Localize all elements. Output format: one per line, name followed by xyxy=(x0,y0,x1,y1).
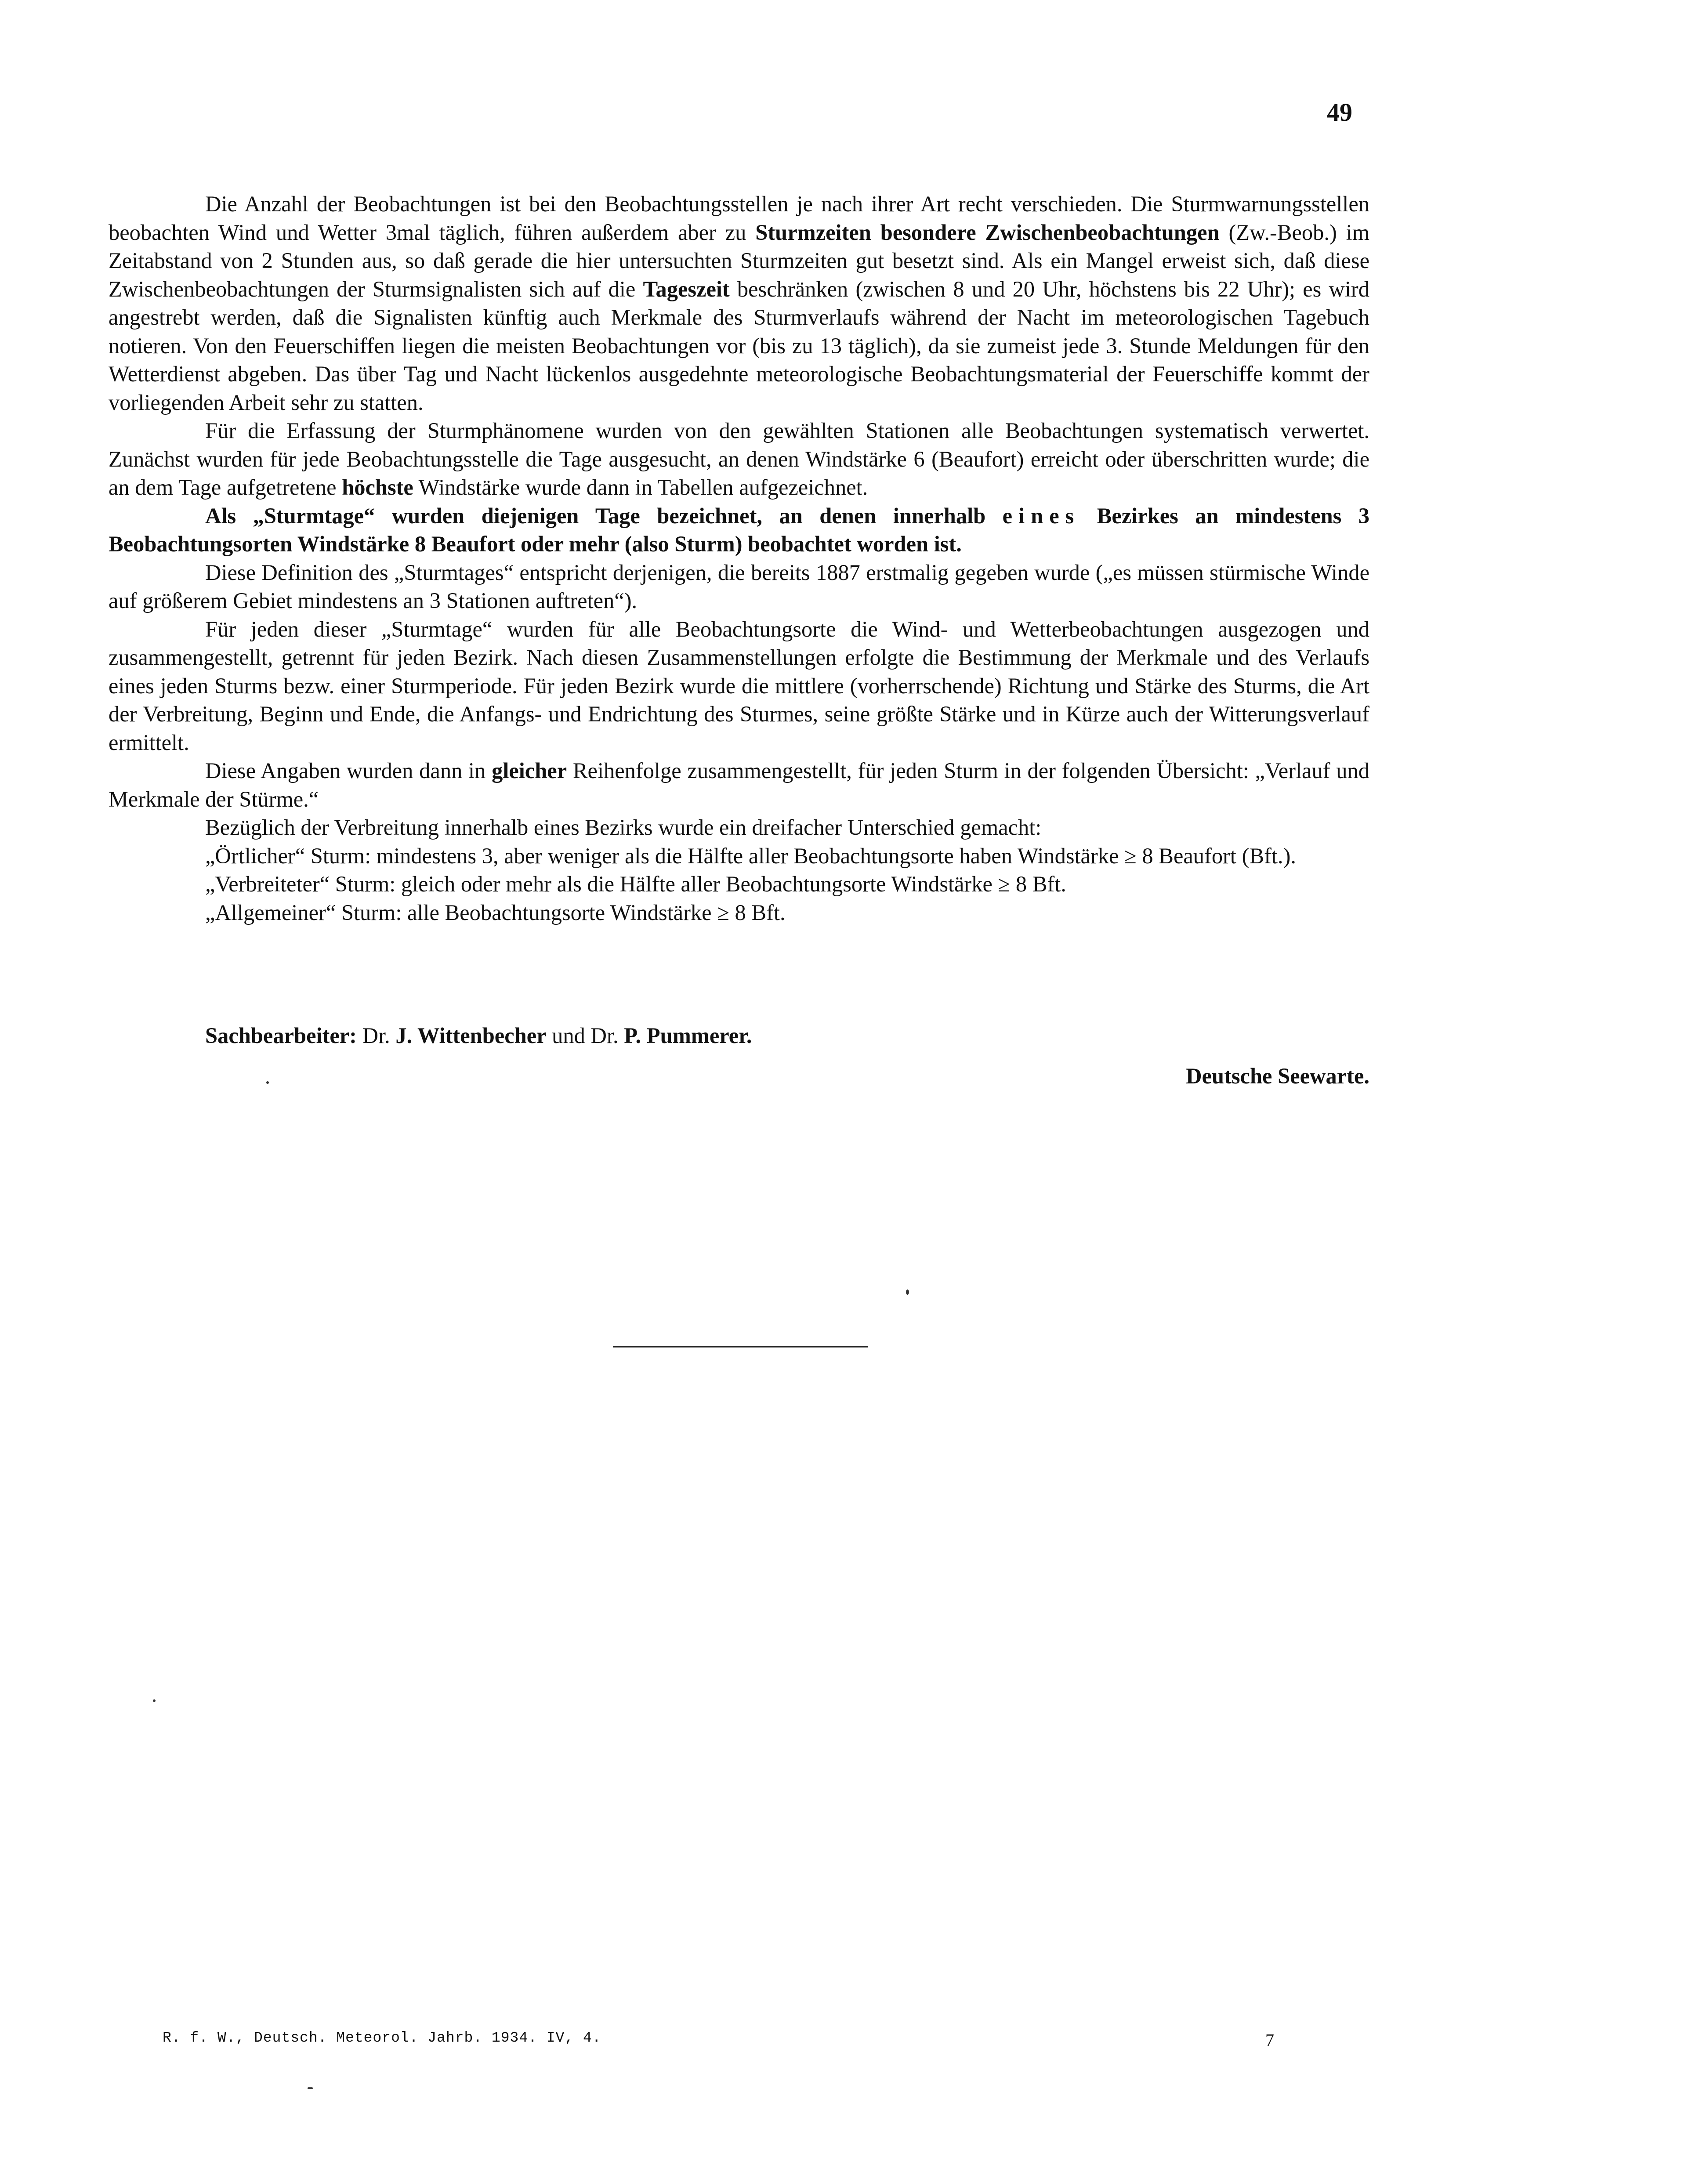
text-run: beschränken (zwischen 8 und 20 Uhr, höchstens bis 22 Uhr); es wird angestrebt werden, daß die Signalisten künftig auch Merkmale des Sturmverlaufs während der Nacht im meteorologischen Tagebuch notieren. Von den Feuerschiffen liegen die meisten Beobachtungen vor (bis zu 13 täglich), da sie zumeist jede 3. Stunde Meldungen für den Wetterdienst abgeben. Das über Tag und Nacht lückenlos ausgedehnte meteorologische Beobachtungsmaterial der Feuerschiffe kommt der vorliegenden Arbeit sehr zu statten. xyxy=(109,276,1369,415)
storm-definition: „Verbreiteter“ Sturm: gleich oder mehr als die Hälfte aller Beobachtungsorte Windstärke ≥ 8 Bft. xyxy=(205,872,1066,896)
text-run: eines xyxy=(1002,503,1080,528)
staff-name-2: P. Pummerer. xyxy=(624,1023,752,1048)
text-run: Sturmzeiten besondere Zwischenbeobachtungen xyxy=(755,220,1220,245)
text-run: Bezirkes an mindestens 3 Beobachtungsorten Windstärke 8 Beaufort oder mehr (also Sturm) beobachtet worden ist. xyxy=(109,503,1370,556)
text-run: Für die Erfassung der Sturmphänomene wurden von den gewählten Stationen alle Beobachtungen systematisch verwertet. Zunächst wurden für jede Beobachtungsstelle die Tage ausgesucht, an denen Windstärke 6 (Beaufort) erreicht oder überschritten wurde; die an dem Tage aufgetretene xyxy=(109,418,1369,500)
paragraph-p4 xyxy=(109,558,1369,615)
staff-connector: und xyxy=(552,1023,585,1048)
text-run: Tageszeit xyxy=(643,276,730,301)
text-run: Als „Sturmtage“ wurden diejenigen Tage bezeichnet, an denen innerhalb xyxy=(205,503,1003,528)
text-run: Diese Angaben wurden dann in xyxy=(205,758,492,783)
staff-line xyxy=(205,1023,752,1048)
paragraph-p6 xyxy=(109,757,1369,813)
text-run: Bezüglich der Verbreitung innerhalb eines Bezirks wurde ein dreifacher Unterschied gemacht: xyxy=(205,815,1042,840)
storm-definition: „Allgemeiner“ Sturm: alle Beobachtungsorte Windstärke ≥ 8 Bft. xyxy=(205,900,786,925)
text-run: gleicher xyxy=(492,758,567,783)
paragraph-p2 xyxy=(109,417,1369,502)
scan-speck xyxy=(266,1081,269,1084)
staff-title-2: Dr. xyxy=(590,1023,619,1048)
section-separator xyxy=(613,1346,868,1347)
text-run: Diese Definition des „Sturmtages“ entspricht derjenigen, die bereits 1887 erstmalig gegeben wurde („es müssen stürmische Winde auf größerem Gebiet mindestens an 3 Stationen auftreten“). xyxy=(109,560,1369,613)
institution-signature: Deutsche Seewarte. xyxy=(1186,1064,1369,1088)
scan-speck xyxy=(308,2087,313,2089)
staff-name-1: J. Wittenbecher xyxy=(395,1023,547,1048)
staff-title-1: Dr. xyxy=(362,1023,390,1048)
paragraph-p3 xyxy=(109,502,1369,558)
paragraph-p7 xyxy=(109,813,1369,842)
text-run: Reihenfolge zusammengestellt, für jeden Sturm in der folgenden Übersicht: „Verlauf und Merkmale der Stürme.“ xyxy=(109,758,1370,811)
paragraph-p1 xyxy=(109,190,1369,417)
text-run: höchste xyxy=(342,475,413,500)
paragraph-p5 xyxy=(109,615,1369,757)
scan-speck xyxy=(153,1699,156,1702)
text-run: Windstärke wurde dann in Tabellen aufgezeichnet. xyxy=(413,475,868,500)
text-run: (Zw.-Beob.) im Zeitabstand von 2 Stunden aus, so daß gerade die hier untersuchten Sturmzeiten gut besetzt sind. Als ein Mangel erweist sich, daß diese Zwischenbeobachtungen der Sturmsignalisten sich auf die xyxy=(109,220,1369,301)
scan-speck xyxy=(906,1289,909,1295)
storm-definition-list xyxy=(109,842,1369,927)
footer-sheet-number: 7 xyxy=(1265,2030,1274,2050)
text-run: Für jeden dieser „Sturmtage“ wurden für alle Beobachtungsorte die Wind- und Wetterbeobachtungen ausgezogen und zusammengestellt, getrennt für jeden Bezirk. Nach diesen Zusammenstellungen erfolgte die Bestimmung der Merkmale und des Verlaufs eines jeden Sturms bezw. einer Sturmperiode. Für jeden Bezirk wurde die mittlere (vorherrschende) Richtung und Stärke des Sturms, die Art der Verbreitung, Beginn und Ende, die Anfangs- und Endrichtung des Sturmes, seine größte Stärke und in Kürze auch der Witterungsverlauf ermittelt. xyxy=(109,616,1369,755)
body-text xyxy=(109,190,1369,927)
staff-label: Sachbearbeiter: xyxy=(205,1023,357,1048)
text-run: Die Anzahl der Beobachtungen ist bei den Beobachtungsstellen je nach ihrer Art recht verschieden. Die Sturmwarnungsstellen beobachten Wind und Wetter 3mal täglich, führen außerdem aber zu xyxy=(109,192,1369,245)
page-number: 49 xyxy=(1327,98,1352,127)
storm-definition: „Örtlicher“ Sturm: mindestens 3, aber weniger als die Hälfte aller Beobachtungsorte haben Windstärke ≥ 8 Beaufort (Bft.). xyxy=(205,843,1297,868)
footer-citation: R. f. W., Deutsch. Meteorol. Jahrb. 1934. IV, 4. xyxy=(163,2030,601,2046)
